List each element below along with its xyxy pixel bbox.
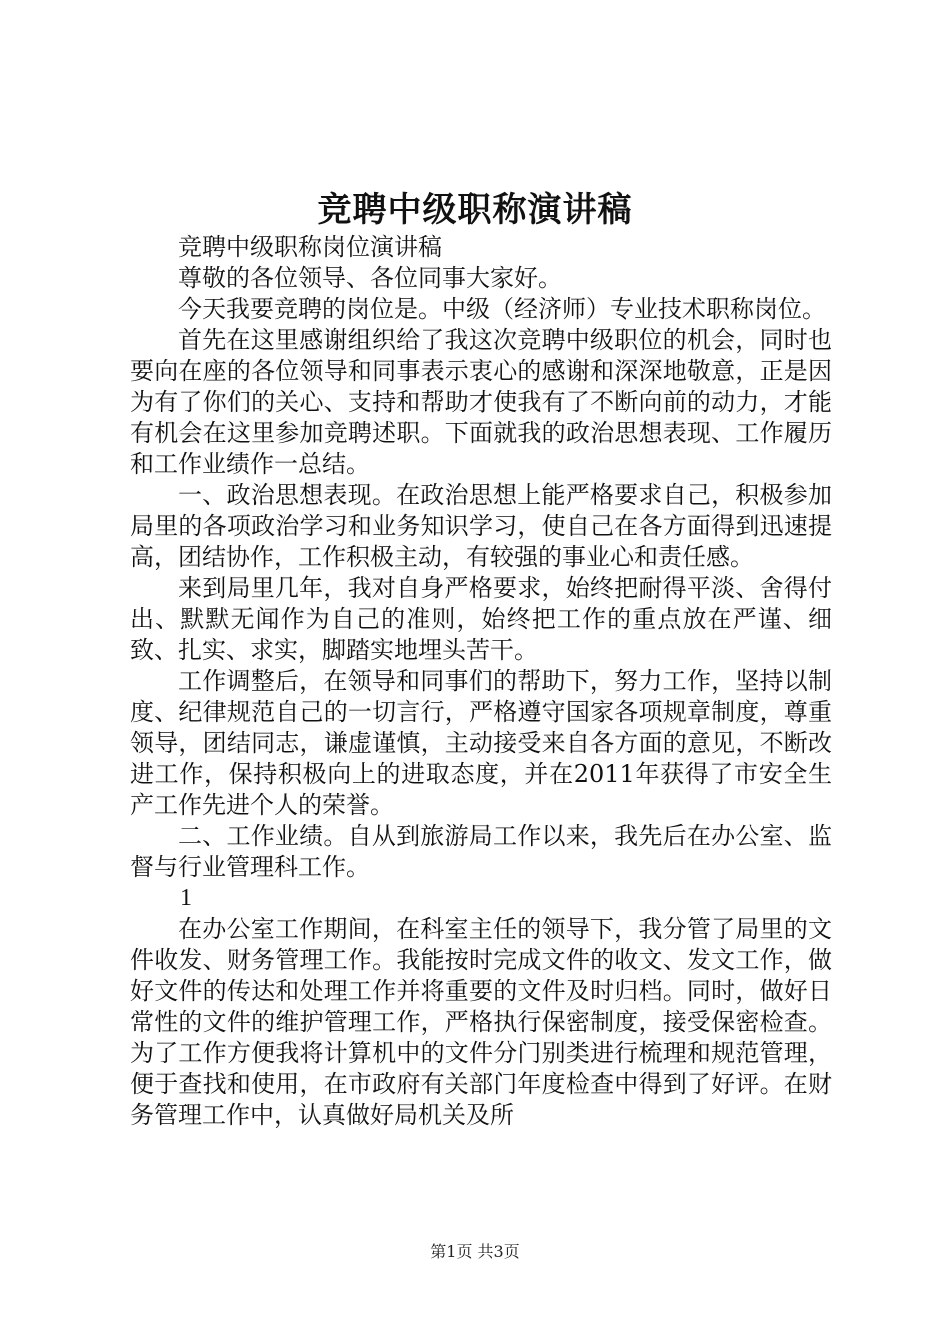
paragraph: 尊敬的各位领导、各位同事大家好。 bbox=[178, 264, 562, 292]
paragraph: 一、政治思想表现。在政治思想上能严格要求自己，积极参加局里的各项政治学习和业务知识学习，使自己在各方面得到迅速提高，团结协作，工作积极主动，有较强的事业心和责任感。 bbox=[130, 481, 832, 571]
paragraph: 二、工作业绩。自从到旅游局工作以来，我先后在办公室、监督与行业管理科工作。 bbox=[130, 822, 832, 881]
paragraph: 竞聘中级职称岗位演讲稿 bbox=[178, 233, 442, 261]
paragraph: 今天我要竞聘的岗位是。中级（经济师）专业技术职称岗位。 bbox=[178, 295, 826, 323]
paragraph: 工作调整后，在领导和同事们的帮助下，努力工作，坚持以制度、纪律规范自己的一切言行，严格遵守国家各项规章制度，尊重领导，团结同志，谦虚谨慎，主动接受来自各方面的意见，不断改进工作，保持积极向上的进取态度，并在2011年获得了市安全生产工作先进个人的荣誉。 bbox=[130, 667, 832, 819]
inline-page-number: 1 bbox=[180, 885, 192, 911]
paragraph: 在办公室工作期间，在科室主任的领导下，我分管了局里的文件收发、财务管理工作。我能按时完成文件的收文、发文工作，做好文件的传达和处理工作并将重要的文件及时归档。同时，做好日常性的文件的维护管理工作，严格执行保密制度，接受保密检查。为了工作方便我将计算机中的文件分门别类进行梳理和规范管理，便于查找和使用，在市政府有关部门年度检查中得到了好评。在财务管理工作中，认真做好局机关及所 bbox=[130, 915, 832, 1129]
paragraph: 首先在这里感谢组织给了我这次竞聘中级职位的机会，同时也要向在座的各位领导和同事表示衷心的感谢和深深地敬意，正是因为有了你们的关心、支持和帮助才使我有了不断向前的动力，才能有机会在这里参加竞聘述职。下面就我的政治思想表现、工作履历和工作业绩作一总结。 bbox=[130, 326, 832, 478]
page-footer: 第1页 共3页 bbox=[430, 1242, 520, 1261]
paragraph: 来到局里几年，我对自身严格要求，始终把耐得平淡、舍得付出、默默无闻作为自己的准则，始终把工作的重点放在严谨、细致、扎实、求实，脚踏实地埋头苦干。 bbox=[130, 574, 832, 664]
document-body bbox=[130, 232, 832, 1131]
document-title: 竞聘中级职称演讲稿 bbox=[317, 190, 633, 230]
